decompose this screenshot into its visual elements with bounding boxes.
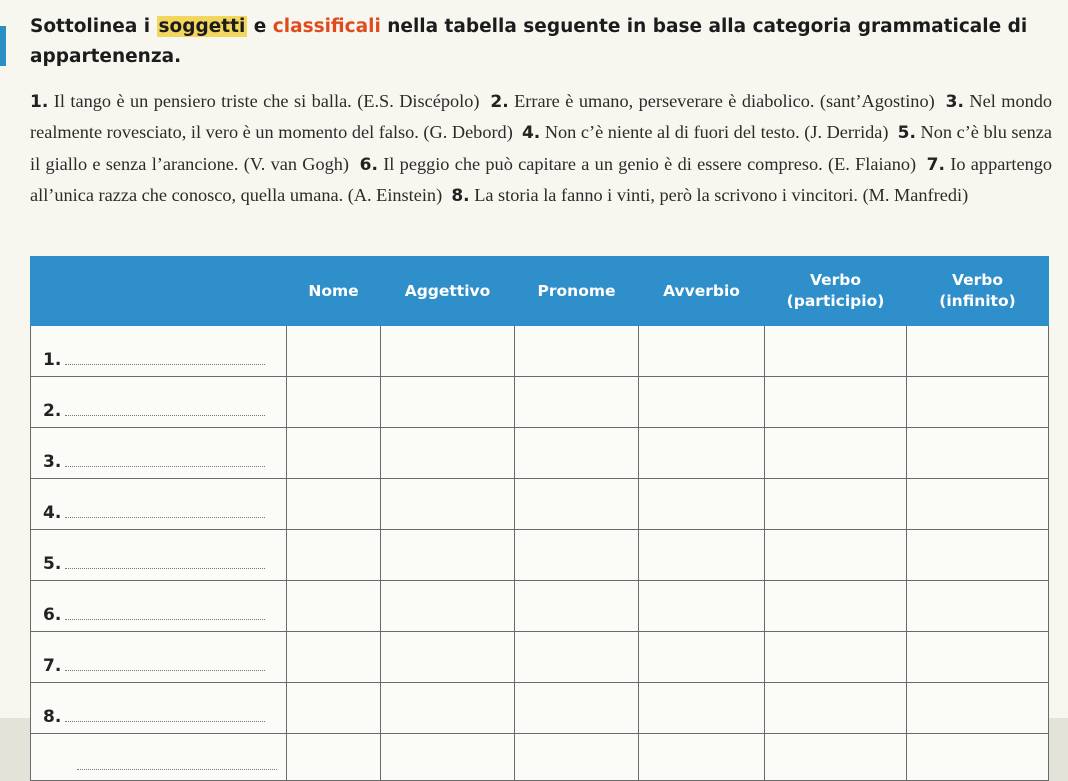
answer-cell[interactable] — [639, 377, 765, 428]
table-row — [31, 377, 1049, 428]
answer-cell[interactable] — [765, 734, 907, 781]
answer-cell[interactable] — [287, 428, 381, 479]
answer-cell[interactable] — [639, 479, 765, 530]
answer-cell[interactable] — [907, 377, 1049, 428]
answer-cell[interactable] — [515, 530, 639, 581]
answer-cell[interactable] — [907, 428, 1049, 479]
answer-cell[interactable] — [287, 581, 381, 632]
exercise-marker — [0, 26, 6, 66]
row-label-extra[interactable] — [31, 734, 287, 781]
answer-cell[interactable] — [287, 479, 381, 530]
table-row — [31, 428, 1049, 479]
header-verbo-participio: Verbo (participio) — [765, 257, 907, 326]
table-row — [31, 632, 1049, 683]
answer-cell[interactable] — [765, 530, 907, 581]
sentence-item: 1. Il tango è un pensiero triste che si balla. (E.S. Discépolo) — [30, 91, 480, 112]
answer-cell[interactable] — [381, 428, 515, 479]
answer-line[interactable] — [65, 401, 265, 416]
header-verbo-infinito: Verbo (infinito) — [907, 257, 1049, 326]
answer-cell[interactable] — [639, 581, 765, 632]
row-label[interactable]: 6. — [31, 581, 287, 632]
row-label[interactable]: 1. — [31, 326, 287, 377]
row-label[interactable]: 5. — [31, 530, 287, 581]
answer-cell[interactable] — [515, 326, 639, 377]
answer-cell[interactable] — [907, 326, 1049, 377]
row-label[interactable]: 4. — [31, 479, 287, 530]
answer-cell[interactable] — [765, 683, 907, 734]
answer-cell[interactable] — [765, 428, 907, 479]
answer-cell[interactable] — [639, 632, 765, 683]
answer-cell[interactable] — [639, 734, 765, 781]
header-avverbio: Avverbio — [639, 257, 765, 326]
answer-line[interactable] — [65, 656, 265, 671]
sentence-item: 6. Il peggio che può capitare a un genio è di essere compreso. (E. Flaiano) — [359, 153, 917, 175]
answer-line[interactable] — [77, 755, 277, 770]
header-aggettivo: Aggettivo — [381, 257, 515, 326]
answer-cell[interactable] — [381, 479, 515, 530]
answer-cell[interactable] — [639, 326, 765, 377]
sentence-item: 7. Io appartengo all’unica razza che conosco, quella umana. (A. Einstein) — [30, 153, 1053, 206]
answer-cell[interactable] — [907, 530, 1049, 581]
answer-line[interactable] — [65, 452, 265, 467]
answer-cell[interactable] — [515, 581, 639, 632]
answer-cell[interactable] — [907, 683, 1049, 734]
row-label[interactable]: 7. — [31, 632, 287, 683]
answer-cell[interactable] — [765, 326, 907, 377]
sentence-item: 5. Non c’è blu senza il giallo e senza l’arancione. (V. van Gogh) — [30, 122, 1053, 174]
answer-cell[interactable] — [907, 734, 1049, 781]
sentence-item: 3. Nel mondo realmente rovesciato, il vero è un momento del falso. (G. Debord) — [30, 91, 1053, 143]
exercise-instruction: Sottolinea i soggetti e classificali nella tabella seguente in base alla categoria grammaticale di appartenenza. — [30, 16, 1028, 67]
answer-cell[interactable] — [381, 734, 515, 781]
answer-cell[interactable] — [381, 581, 515, 632]
answer-cell[interactable] — [287, 632, 381, 683]
answer-cell[interactable] — [381, 683, 515, 734]
table-row — [31, 734, 1049, 781]
answer-cell[interactable] — [287, 377, 381, 428]
row-label[interactable]: 2. — [31, 377, 287, 428]
answer-cell[interactable] — [381, 530, 515, 581]
answer-cell[interactable] — [639, 683, 765, 734]
answer-cell[interactable] — [765, 479, 907, 530]
sentence-item: 4. Non c’è niente al di fuori del testo. (J. Derrida) — [521, 122, 889, 144]
answer-cell[interactable] — [381, 377, 515, 428]
answer-cell[interactable] — [639, 428, 765, 479]
sentence-item: 2. Errare è umano, perseverare è diabolico. (sant’Agostino) — [490, 91, 935, 112]
answer-line[interactable] — [65, 350, 265, 365]
answer-cell[interactable] — [287, 734, 381, 781]
answer-cell[interactable] — [287, 683, 381, 734]
answer-cell[interactable] — [907, 479, 1049, 530]
answer-cell[interactable] — [287, 326, 381, 377]
answer-line[interactable] — [65, 503, 265, 518]
table-row — [31, 530, 1049, 581]
header-pronome: Pronome — [515, 257, 639, 326]
answer-cell[interactable] — [765, 581, 907, 632]
answer-line[interactable] — [65, 554, 265, 569]
table-row — [31, 581, 1049, 632]
table-row — [31, 326, 1049, 377]
table-row — [31, 683, 1049, 734]
answer-cell[interactable] — [515, 632, 639, 683]
header-corner — [31, 257, 287, 326]
answer-cell[interactable] — [765, 632, 907, 683]
answer-cell[interactable] — [515, 479, 639, 530]
table-header-row — [31, 257, 1049, 326]
answer-cell[interactable] — [765, 377, 907, 428]
header-nome: Nome — [287, 257, 381, 326]
sentence-item: 8. La storia la fanno i vinti, però la scrivono i vincitori. (M. Manfredi) — [451, 185, 969, 207]
answer-cell[interactable] — [515, 683, 639, 734]
table-row — [31, 479, 1049, 530]
answer-cell[interactable] — [287, 530, 381, 581]
answer-cell[interactable] — [907, 581, 1049, 632]
answer-line[interactable] — [65, 605, 265, 620]
highlight-classificali: classificali — [272, 16, 381, 37]
answer-cell[interactable] — [639, 530, 765, 581]
sentence-list — [30, 86, 1052, 212]
answer-cell[interactable] — [381, 632, 515, 683]
classification-table — [30, 256, 1049, 781]
answer-line[interactable] — [65, 707, 265, 722]
answer-cell[interactable] — [515, 428, 639, 479]
answer-cell[interactable] — [907, 632, 1049, 683]
answer-cell[interactable] — [515, 377, 639, 428]
row-label[interactable]: 3. — [31, 428, 287, 479]
answer-cell[interactable] — [381, 326, 515, 377]
answer-cell[interactable] — [515, 734, 639, 781]
highlight-soggetti: soggetti — [158, 16, 246, 37]
row-label[interactable]: 8. — [31, 683, 287, 734]
